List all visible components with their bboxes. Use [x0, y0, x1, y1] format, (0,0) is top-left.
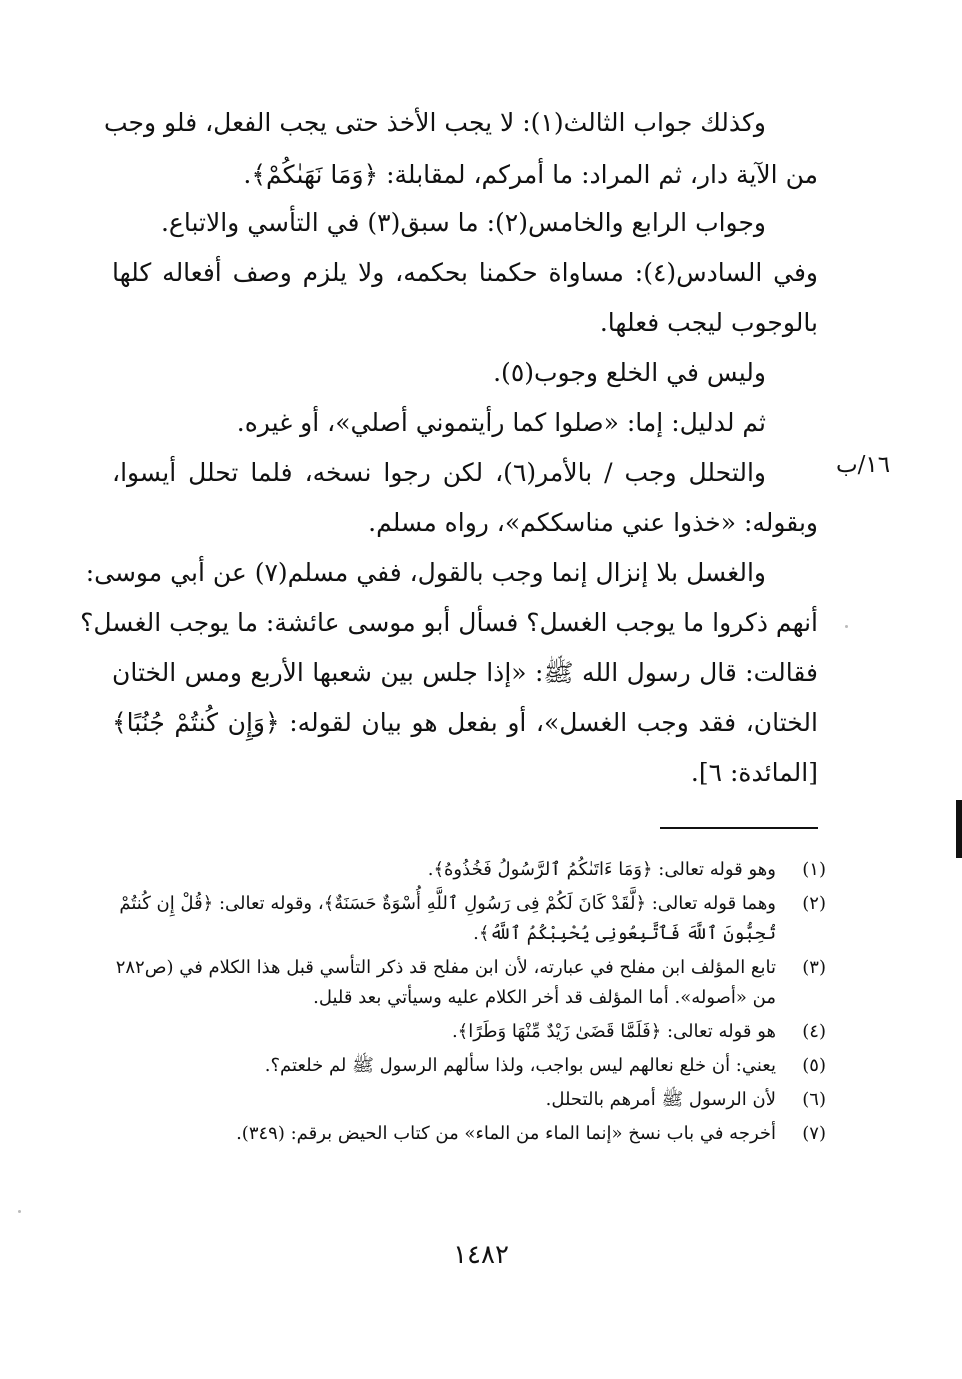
footnote-number: (٧): [802, 1123, 826, 1144]
body-line: وليس في الخلع وجوب(٥).: [493, 358, 766, 387]
footnote-line: [120, 855, 826, 885]
scan-speck: [18, 1210, 21, 1213]
body-line: وبقوله: «خذوا عني مناسككم»، رواه مسلم.: [368, 508, 818, 537]
scan-edge-mark: [956, 800, 962, 858]
body-line: الختان، فقد وجب الغسل»، أو بفعل هو بيان لقوله: ﴿وَإِن كُنتُمْ جُنُبًا﴾: [112, 708, 818, 737]
footnote-line: [120, 1119, 826, 1149]
footnote-number: (١): [802, 859, 826, 880]
body-line: [المائدة: ٦].: [690, 758, 818, 787]
footnote-number: (٤): [802, 1021, 826, 1042]
body-line: وجواب الرابع والخامس(٢): ما سبق(٣) في التأسي والاتباع.: [160, 208, 766, 237]
body-line: وفي السادس(٤): مساواة حكمنا بحكمه، ولا يلزم وصف أفعاله كلها: [112, 258, 818, 287]
footnote-line: [120, 1085, 826, 1115]
scan-speck: [845, 625, 848, 628]
footnote-line: [120, 889, 826, 919]
body-line: وكذلك جواب الثالث(١): لا يجب الأخذ حتى يجب الفعل، فلو وجب: [103, 108, 766, 137]
footnote-text: لأن الرسول ﷺ أمرهم بالتحلل.: [545, 1089, 776, 1110]
body-line: والغسل بلا إنزال إنما وجب بالقول، ففي مسلم(٧) عن أبي موسى:: [85, 558, 766, 587]
body-line: ثم لدليل: إما: «صلوا كما رأيتموني أصلي»، أو غيره.: [236, 408, 766, 437]
footnote-text: أخرجه في باب نسخ «إنما الماء من الماء» من كتاب الحيض برقم: (٣٤٩).: [236, 1123, 776, 1144]
footnote-line: [115, 953, 826, 983]
footnote-text: وهو قوله تعالى: ﴿وَمَا ءَاتَىٰكُمُ ٱلرَّسُولُ فَخُذُوهُ﴾.: [427, 859, 776, 880]
footnote-line: [120, 1017, 826, 1047]
body-line: من الآية دار، ثم المراد: ما أمركم، لمقابلة: ﴿وَمَا نَهَىٰكُمْ﴾.: [243, 160, 818, 189]
footnotes-section: [115, 0, 826, 1379]
page-number: ١٤٨٢: [453, 1240, 509, 1270]
footnote-text: يعني: أن خلع نعالهم ليس بواجب، ولذا سألهم الرسول ﷺ لم خلعتم؟.: [264, 1055, 776, 1076]
margin-folio-note: ١٦/ب: [836, 452, 891, 478]
footnote-number: (٢): [802, 893, 826, 914]
footnote-number: (٦): [802, 1089, 826, 1110]
footnote-text: وهما قوله تعالى: ﴿لَّقَدْ كَانَ لَكُمْ فِى رَسُولِ ٱللَّهِ أُسْوَةٌ حَسَنَةٌ﴾، وقوله تعالى: ﴿قُلْ إِن كُنتُمْ: [119, 893, 776, 914]
body-line: فقالت: قال رسول الله ﷺ: «إذا جلس بين شعبها الأربع ومس الختان: [112, 658, 818, 687]
body-line: أنهم ذكروا ما يوجب الغسل؟ فسأل أبو موسى عائشة: ما يوجب الغسل؟: [80, 608, 818, 637]
footnote-text: تابع المؤلف ابن مفلح في عبارته، لأن ابن مفلح قد ذكر التأسي قبل هذا الكلام في (ص٢٨٢: [115, 957, 776, 978]
footnote-line: [70, 919, 826, 949]
footnote-text: هو قوله تعالى: ﴿فَلَمَّا قَضَىٰ زَيْدٌ مِّنْهَا وَطَرًا﴾.: [451, 1021, 776, 1042]
footnote-line: [120, 1051, 826, 1081]
footnote-text: تُحِبُّونَ ٱللَّهَ فَٱتَّبِعُونِى يُحْبِبْكُمُ ٱللَّهُ﴾.: [473, 923, 776, 944]
footnote-number: (٥): [802, 1055, 826, 1076]
footnote-line: [70, 983, 826, 1013]
body-line: والتحلل وجب / بالأمر(٦)، لكن رجوا نسخه، فلما تحلل أيسوا،: [112, 458, 767, 487]
body-line: بالوجوب ليجب فعلها.: [599, 308, 818, 337]
footnote-number: (٣): [802, 957, 826, 978]
footnote-text: من «أصوله». أما المؤلف قد أخر الكلام عليه وسيأتي بعد قليل.: [313, 987, 776, 1008]
